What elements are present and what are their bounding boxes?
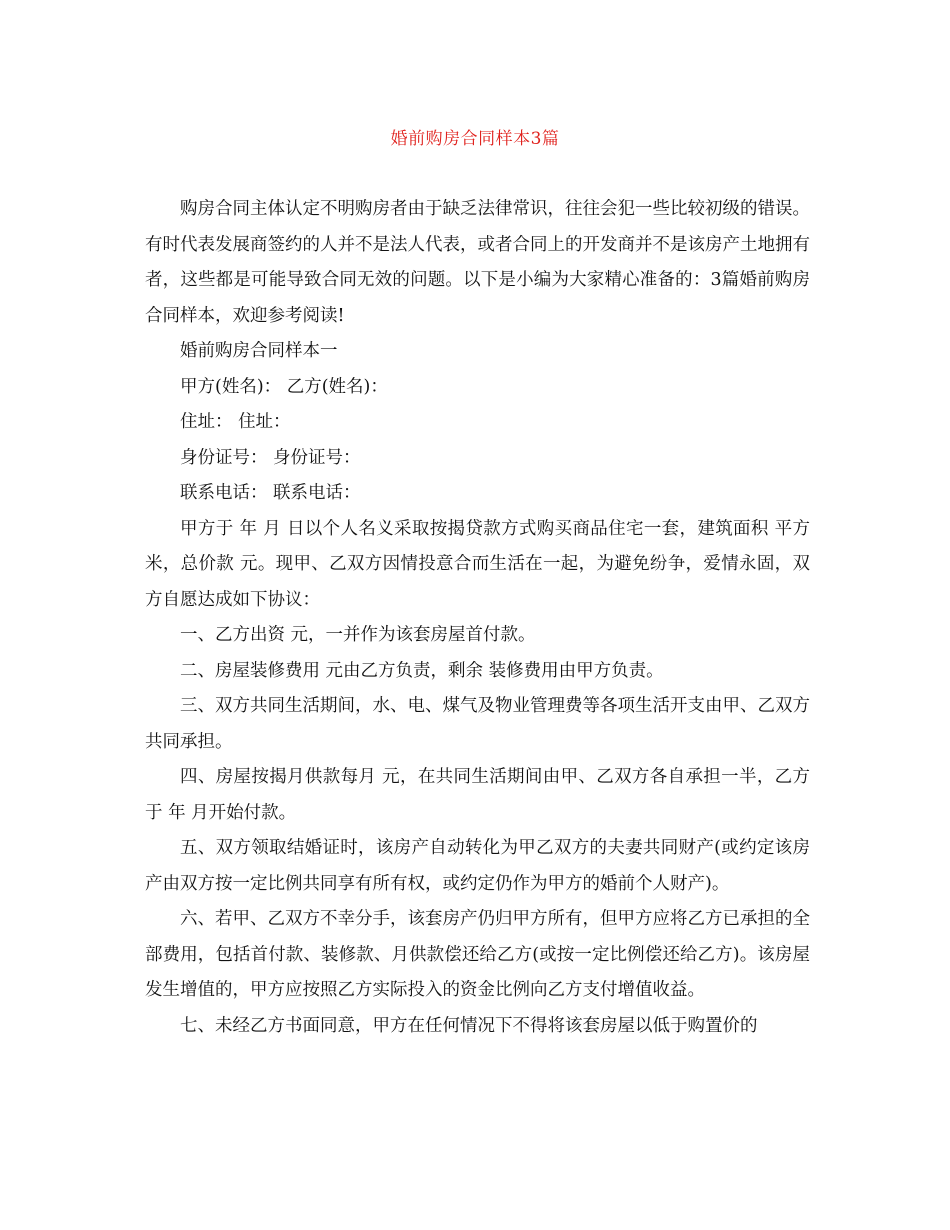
document-body	[145, 192, 810, 1044]
paragraph-clause-6: 六、若甲、乙双方不幸分手，该套房产仍归甲方所有，但甲方应将乙方已承担的全部费用，包括首付款、装修款、月供款偿还给乙方(或按一定比例偿还给乙方)。该房屋发生增值的，甲方应按照乙方实际投入的资金比例向乙方支付增值收益。	[145, 909, 810, 1000]
paragraph-id-numbers: 身份证号： 身份证号：	[180, 447, 361, 468]
paragraph-clause-4: 四、房屋按揭月供款每月 元，在共同生活期间由甲、乙双方各自承担一半，乙方于 年 月开始付款。	[145, 767, 810, 823]
paragraph-intro: 购房合同主体认定不明购房者由于缺乏法律常识，往往会犯一些比较初级的错误。有时代表发展商签约的人并不是法人代表，或者合同上的开发商并不是该房产土地拥有者，这些都是可能导致合同无效的问题。以下是小编为大家精心准备的：3篇婚前购房合同样本，欢迎参考阅读!	[145, 199, 810, 326]
paragraph-clause-1: 一、乙方出资 元，一并作为该套房屋首付款。	[180, 625, 536, 645]
paragraph-clause-2: 二、房屋装修费用 元由乙方负责，剩余 装修费用由甲方负责。	[180, 660, 664, 681]
paragraph-clause-5: 五、双方领取结婚证时，该房产自动转化为甲乙双方的夫妻共同财产(或约定该房产由双方按一定比例共同享有所有权，或约定仍作为甲方的婚前个人财产)。	[145, 838, 810, 894]
paragraph-party-names: 甲方(姓名)： 乙方(姓名)：	[180, 376, 388, 397]
paragraph-clause-3: 三、双方共同生活期间，水、电、煤气及物业管理费等各项生活开支由甲、乙双方共同承担。	[145, 696, 810, 752]
paragraph-purchase-terms: 甲方于 年 月 日以个人名义采取按揭贷款方式购买商品住宅一套，建筑面积 平方米，总价款 元。现甲、乙双方因情投意合而生活在一起，为避免纷争，爱情永固，双方自愿达成如下协议：	[145, 518, 810, 610]
paragraph-clause-7: 七、未经乙方书面同意，甲方在任何情况下不得将该套房屋以低于购置价的	[180, 1015, 758, 1036]
paragraph-phones: 联系电话： 联系电话：	[180, 483, 361, 503]
document-title: 婚前购房合同样本3篇	[390, 129, 560, 149]
paragraph-addresses: 住址： 住址：	[180, 412, 291, 432]
paragraph-sample-heading: 婚前购房合同样本一	[180, 341, 338, 361]
